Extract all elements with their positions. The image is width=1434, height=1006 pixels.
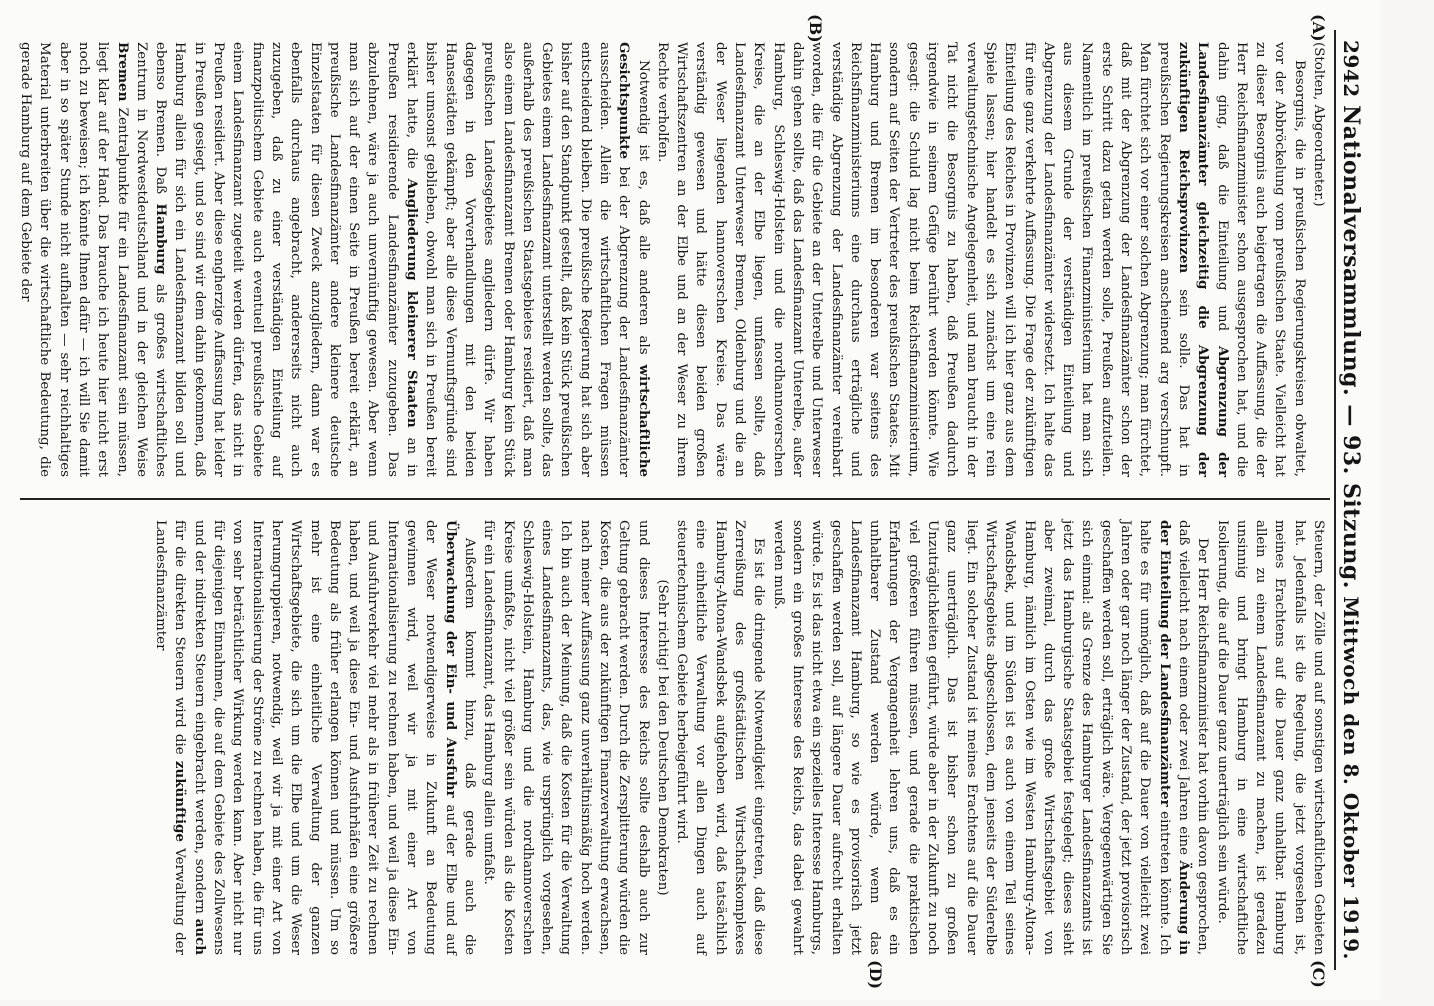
margin-mark-c: (C): [1309, 960, 1328, 988]
column-divider: [20, 498, 1330, 500]
page-header: [1338, 40, 1364, 960]
margin-mark-a: (A): [1309, 14, 1328, 42]
paragraph: Besorgnis, die in preußischen Regierungskreisen obwaltet, vor der Abbröckelung vom preußischen Staate. Vielleicht hat zu dieser Besorgnis auch beigetragen die Auffassung, die der Herr Reichsfinanzminister schon ausgesprochen hat, und die dahin ging, daß die Einteilung und Abgrenzung der Landesfinanzämter gleichzeitig die Abgrenzung der zukünftigen Reichsprovinzen sein solle. Das hat in preußischen Regierungskreisen anscheinend arg verschnupft. Man fürchtet sich vor einer solchen Abgrenzung; man fürchtet, daß mit der Abgrenzung der Landesfinanzämter schon der erste Schritt dazu getan werden solle, Preußen aufzuteilen. Namentlich im preußischen Finanzministerium hat man sich aus diesem Grunde der verständigen Einteilung und Abgrenzung der Landesfinanzämter widersetzt. Ich halte das für eine ganz verkehrte Auffassung. Die Frage der zukünftigen Einteilung des Reiches in Provinzen will ich hier ganz aus dem Spiele lassen; hier handelt es sich zunächst um eine rein verwaltungstechnische Angelegenheit, und man braucht in der Tat nicht die Besorgnis zu haben, daß Preußen dadurch irgendwie in seinem Gefüge berührt werden könnte. Wie gesagt: die Schuld lag nicht beim Reichsfinanzministerium, sondern auf Seiten der Vertreter des preußischen Staates. Mit Hamburg und Bremen im besonderen war seitens des Reichsfinanzministeriums eine durchaus erträgliche und verständige Abgrenzung der Landesfinanzämter vereinbart worden, die für die Gebiete an der Unterelbe und Unterweser dahin gehen sollte, daß das Landesfinanzamt Unterelbe, außer Hamburg, Schleswig-Holstein und die nordhannoverschen Kreise, die an der Elbe liegen, umfassen sollte, daß Landesfinanzamt Unterweser Bremen, Oldenburg und die an der Weser liegenden hannoverschen Kreise. Das wäre verständig gewesen und hätte diesen beiden großen Wirtschaftszentren an der Elbe und an der Weser zu ihrem Rechte verholfen.: [654, 42, 1307, 478]
header-rule: [1334, 30, 1336, 970]
paragraph: Der Herr Reichsfinanzminister hat vorhin davon gesprochen, daß vielleicht nach einem oder zwei Jahren eine Änderung in der Einteilung der Landesfinanzämter eintreten könnte. Ich halte es für unmöglich, daß auf die Dauer von vielleicht zwei Jahren oder gar noch länger der Zustand, der jetzt provisorisch geschaffen werden soll, erträglich wäre. Vergegenwärtigen Sie sich einmal: als Grenze des Hamburger Landesfinanzamts ist jetzt das Hamburgische Staatsgebiet festgelegt; dieses sieht aber zweimal, durch das große Wirtschaftsgebiet von Hamburg, nämlich im Osten wie im Westen Hamburg-Altona-Wandsbek, und im Süden ist es auch von einem Teil seines Wirtschaftsgebiets abgeschlossen, dem jenseits der Süderelbe liegt. Ein solcher Zustand ist meines Erachtens auf die Dauer ganz unerträglich. Das ist bisher schon zu großen Unzuträglichkeiten geführt, würde aber in der Zukunft zu noch viel größeren führen müssen, und gerade die praktischen Erfahrungen der Vergangenheit lehren uns, daß es ein unhaltbarer Zustand werden würde, wenn das Landesfinanzamt Hamburg, so wie es provisorisch jetzt geschaffen werden soll, auf längere Dauer aufrecht erhalten würde. Es ist das nicht etwa ein spezielles Interesse Hamburgs, sondern ein großes Interesse des Reichs, das dabei gewahrt werden muß.: [770, 520, 1211, 956]
paragraph: Steuern, der Zölle und auf sonstigen wirtschaftlichen Gebieten hat. Jedenfalls ist die Regelung, die jetzt vorgesehen ist, meines Erachtens auf die Dauer ganz unhaltbar. Hamburg allein zu einem Landesfinanzamt zu machen, ist geradezu unsinnig und bringt Hamburg in eine wirtschaftliche Isolierung, die auf die Dauer ganz unerträglich sein würde.: [1214, 520, 1326, 955]
page-number: 2942: [1339, 40, 1363, 98]
paragraph: Notwendig ist es, daß alle anderen als wirtschaftliche Gesichtspunkte bei der Abgrenzung der Landesfinanzämter ausscheiden. Allein die wirtschaftlichen Fragen müssen entscheidend bleiben. Die preußische Regierung hat sich aber bisher auf den Standpunkt gestellt, daß kein Stück preußischen Gebietes einem Landesfinanzamt unterstellt werden sollte, das außerhalb des preußischen Staatsgebietes residiert, daß man also einem Landesfinanzamt Bremen oder Hamburg kein Stück preußischen Landesgebietes angliedern dürfe. Wir haben dagegen in den Vorverhandlungen mit den beiden Hansestädten gekämpft; aber alle diese Vernunftsgründe sind bisher umsonst geblieben, obwohl man sich in Preußen bereit erklärt hatte, die Angliederung kleinerer Staaten an in Preußen residierende Landesfinanzämter zuzugeben. Das abzulehnen, wäre ja auch unvernünftig gewesen. Aber wenn man sich auf der einen Seite in Preußen bereit erklärt, an preußische Landesfinanzämter andere kleinere deutsche Einzelstaaten für diesen Zweck anzugliedern, dann war es ebenfalls durchaus angebracht, andererseits nicht auch zuzugeben, daß zu einer verständigen Einteilung auf finanzpolitischem Gebiete auch eventuell preußische Gebiete einem Landesfinanzamt zugeteilt werden dürfen, das nicht in Preußen residiert. Aber diese engherzige Auffassung hat leider in Preußen gesiegt, und so sind wir dem dahin gekommen, daß Hamburg allein für sich ein Landesfinanzamt bilden soll und ebenso Bremen. Daß Hamburg als großes wirtschaftliches Zentrum in Nordwestdeutschland und in der gleichen Weise Bremen Zentralpunkte für ein Landesfinanzamt sein müssen, liegt klar auf der Hand. Das brauche ich heute hier nicht erst noch zu beweisen; ich könnte Ihnen dafür — ich will Sie damit aber in so später Stunde nicht aufhalten — sehr reichhaltiges Material unterbreiten über die wirtschaftliche Bedeutung, die gerade Hamburg auf dem Gebiete der: [18, 42, 652, 477]
margin-mark-b: (B): [806, 14, 825, 43]
paragraph: Es ist die dringende Notwendigkeit eingetreten, daß diese Zerreißung des großstädtischen Wirtschaftskomplexes Hamburg-Altona-Wandsbek aufgehoben wird, daß tatsächlich eine einheitliche Verwaltung vor allen Dingen auch auf steuertechnischem Gebiete herbeigeführt wird.: [674, 520, 767, 955]
left-column: [20, 42, 1328, 477]
page-title: Nationalversammlung. — 93. Sitzung.: [1338, 105, 1364, 589]
session-date: Mittwoch den 8. Oktober 1919.: [1339, 596, 1363, 960]
margin-mark-d: (D): [866, 960, 885, 990]
interjection: (Sehr richtig! bei den Deutschen Demokraten): [654, 579, 670, 896]
paragraph: Außerdem kommt hinzu, daß gerade auch die Überwachung der Ein- und Ausfuhr auf der Elbe und auf der Weser notwendigerweise in Zukunft an Bedeutung gewinnen wird, weil wir ja mit einer Art von Internationalisierung zu rechnen haben, und weil ja diese Ein- und Ausfuhrverkehr viel mehr als in früherer Zeit zu rechnen haben, und weil ja diese Ein- und Ausfuhrhäfen eine größere Bedeutung als früher erlangen können und müssen. Um so mehr ist eine einheitliche Verwaltung der ganzen Wirtschaftsgebiete, die sich um die Elbe und um die Weser herumgruppieren, notwendig, weil wir ja mit einer Art von Internationalisierung der Ströme zu rechnen haben, die für uns von sehr beträchtlicher Wirkung werden kann. Aber nicht nur für diejenigen Einnahmen, die auf dem Gebiete des Zollwesens und der indirekten Steuern eingebracht werden, sondern auch für die direkten Steuern wird die zukünftige Verwaltung der Landesfinanzämter: [153, 520, 477, 955]
paragraph: und dieses Interesse des Reichs sollte deshalb auch zur Geltung gebracht werden. Durch die Zersplitterung würden die Kosten, die aus der zukünftigen Finanzverwaltung erwachsen, nach meiner Auffassung ganz unverhältnismäßig hoch werden. Ich bin auch der Meinung, daß die Kosten für die Verwaltung eines Landesfinanzamts, das, wie ursprünglich vorgesehen, Schleswig-Holstein, Hamburg und die nordhannoverschen Kreise umfaßte, nicht viel größer sein würden als die Kosten für ein Landesfinanzamt, das Hamburg allein umfaßt.: [481, 520, 651, 955]
speaker-line: (Stolten, Abgeordneter.): [1311, 42, 1326, 207]
right-column: [20, 520, 1328, 955]
